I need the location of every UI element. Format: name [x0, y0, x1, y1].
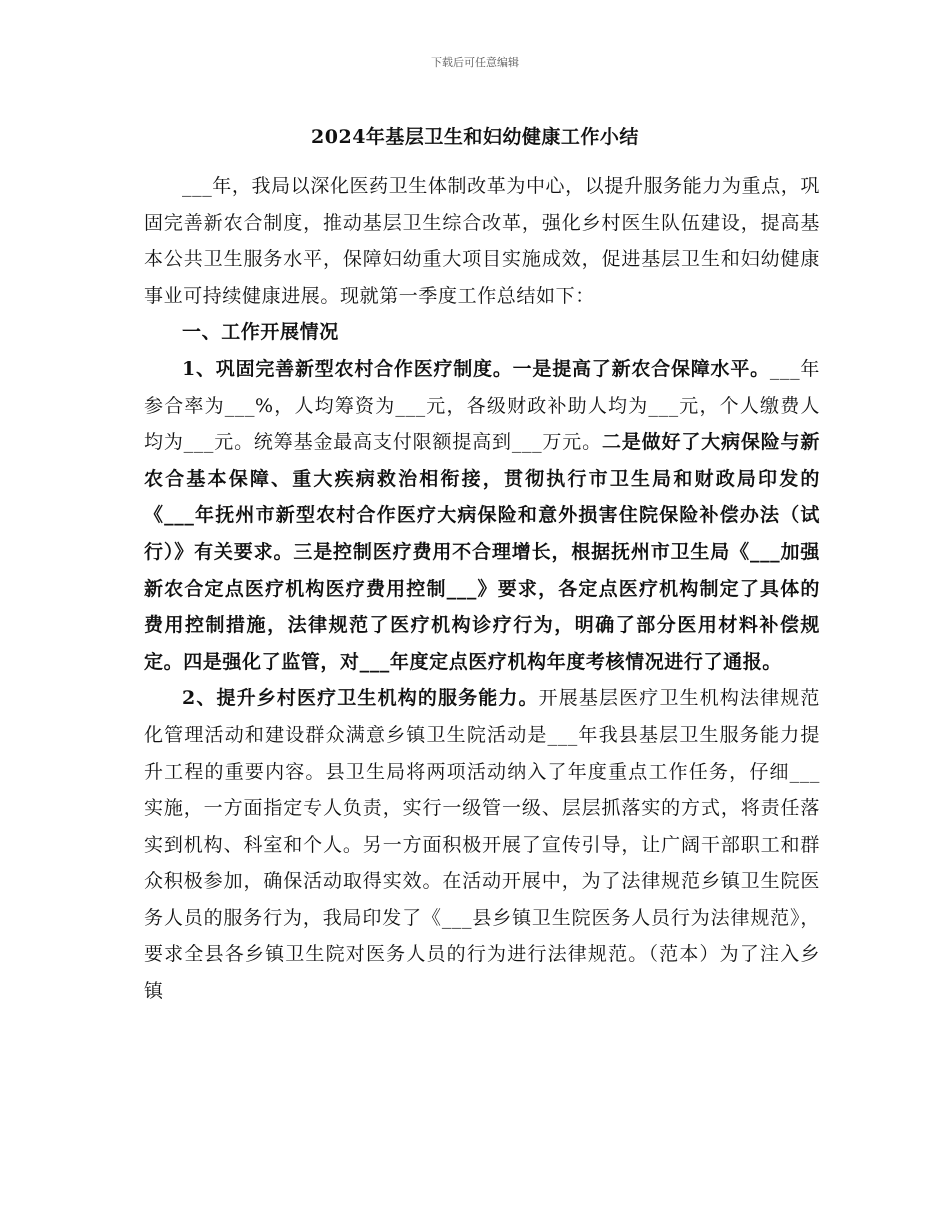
- paragraph-1-lead: 1、巩固完善新型农村合作医疗制度。一是提高了新农合保障水平。: [182, 357, 770, 380]
- document-body: [144, 168, 820, 1010]
- paragraph-2-text: 开展基层医疗卫生机构法律规范化管理活动和建设群众满意乡镇卫生院活动是___年我县基层卫生服务能力提升工程的重要内容。县卫生局将两项活动纳入了年度重点工作任务，仔细___实施，一方面指定专人负责，实行一级管一级、层层抓落实的方式，将责任落实到机构、科室和个人。另一方面积极开展了宣传引导，让广阔干部职工和群众积极参加，确保活动取得实效。在活动开展中，为了法律规范乡镇卫生院医务人员的服务行为，我局印发了《___县乡镇卫生院医务人员行为法律规范》，要求全县各乡镇卫生院对医务人员的行为进行法律规范。（范本）为了注入乡镇: [144, 687, 820, 1003]
- paragraph-1-bold-text: 二是做好了大病保险与新农合基本保障、重大疾病救治相衔接，贯彻执行市卫生局和财政局印发的《___年抚州市新型农村合作医疗大病保险和意外损害住院保险补偿办法（试行）》有关要求。三是控制医疗费用不合理增长，根据抚州市卫生局《___加强新农合定点医疗机构医疗费用控制___》要求，各定点医疗机构制定了具体的费用控制措施，法律规范了医疗机构诊疗行为，明确了部分医用材料补偿规定。四是强化了监管，对___年度定点医疗机构年度考核情况进行了通报。: [144, 431, 820, 673]
- intro-paragraph: ___年，我局以深化医药卫生体制改革为中心，以提升服务能力为重点，巩固完善新农合制度，推动基层卫生综合改革，强化乡村医生队伍建设，提高基本公共卫生服务水平，保障妇幼重大项目实施成效，促进基层卫生和妇幼健康事业可持续健康进展。现就第一季度工作总结如下：: [144, 175, 820, 307]
- document-title: 2024年基层卫生和妇幼健康工作小结: [311, 126, 639, 148]
- header-note: 下载后可任意编辑: [431, 56, 519, 69]
- section-heading: 一、工作开展情况: [182, 321, 339, 344]
- paragraph-2: [144, 680, 820, 1009]
- paragraph-2-lead: 2、提升乡村医疗卫生机构的服务能力。: [182, 687, 539, 710]
- paragraph-1: [144, 351, 820, 680]
- paragraph-1-text: ___年参合率为___%，人均筹资为___元，各级财政补助人均为___元，个人缴费人均为___元。统筹基金最高支付限额提高到___万元。: [144, 357, 820, 454]
